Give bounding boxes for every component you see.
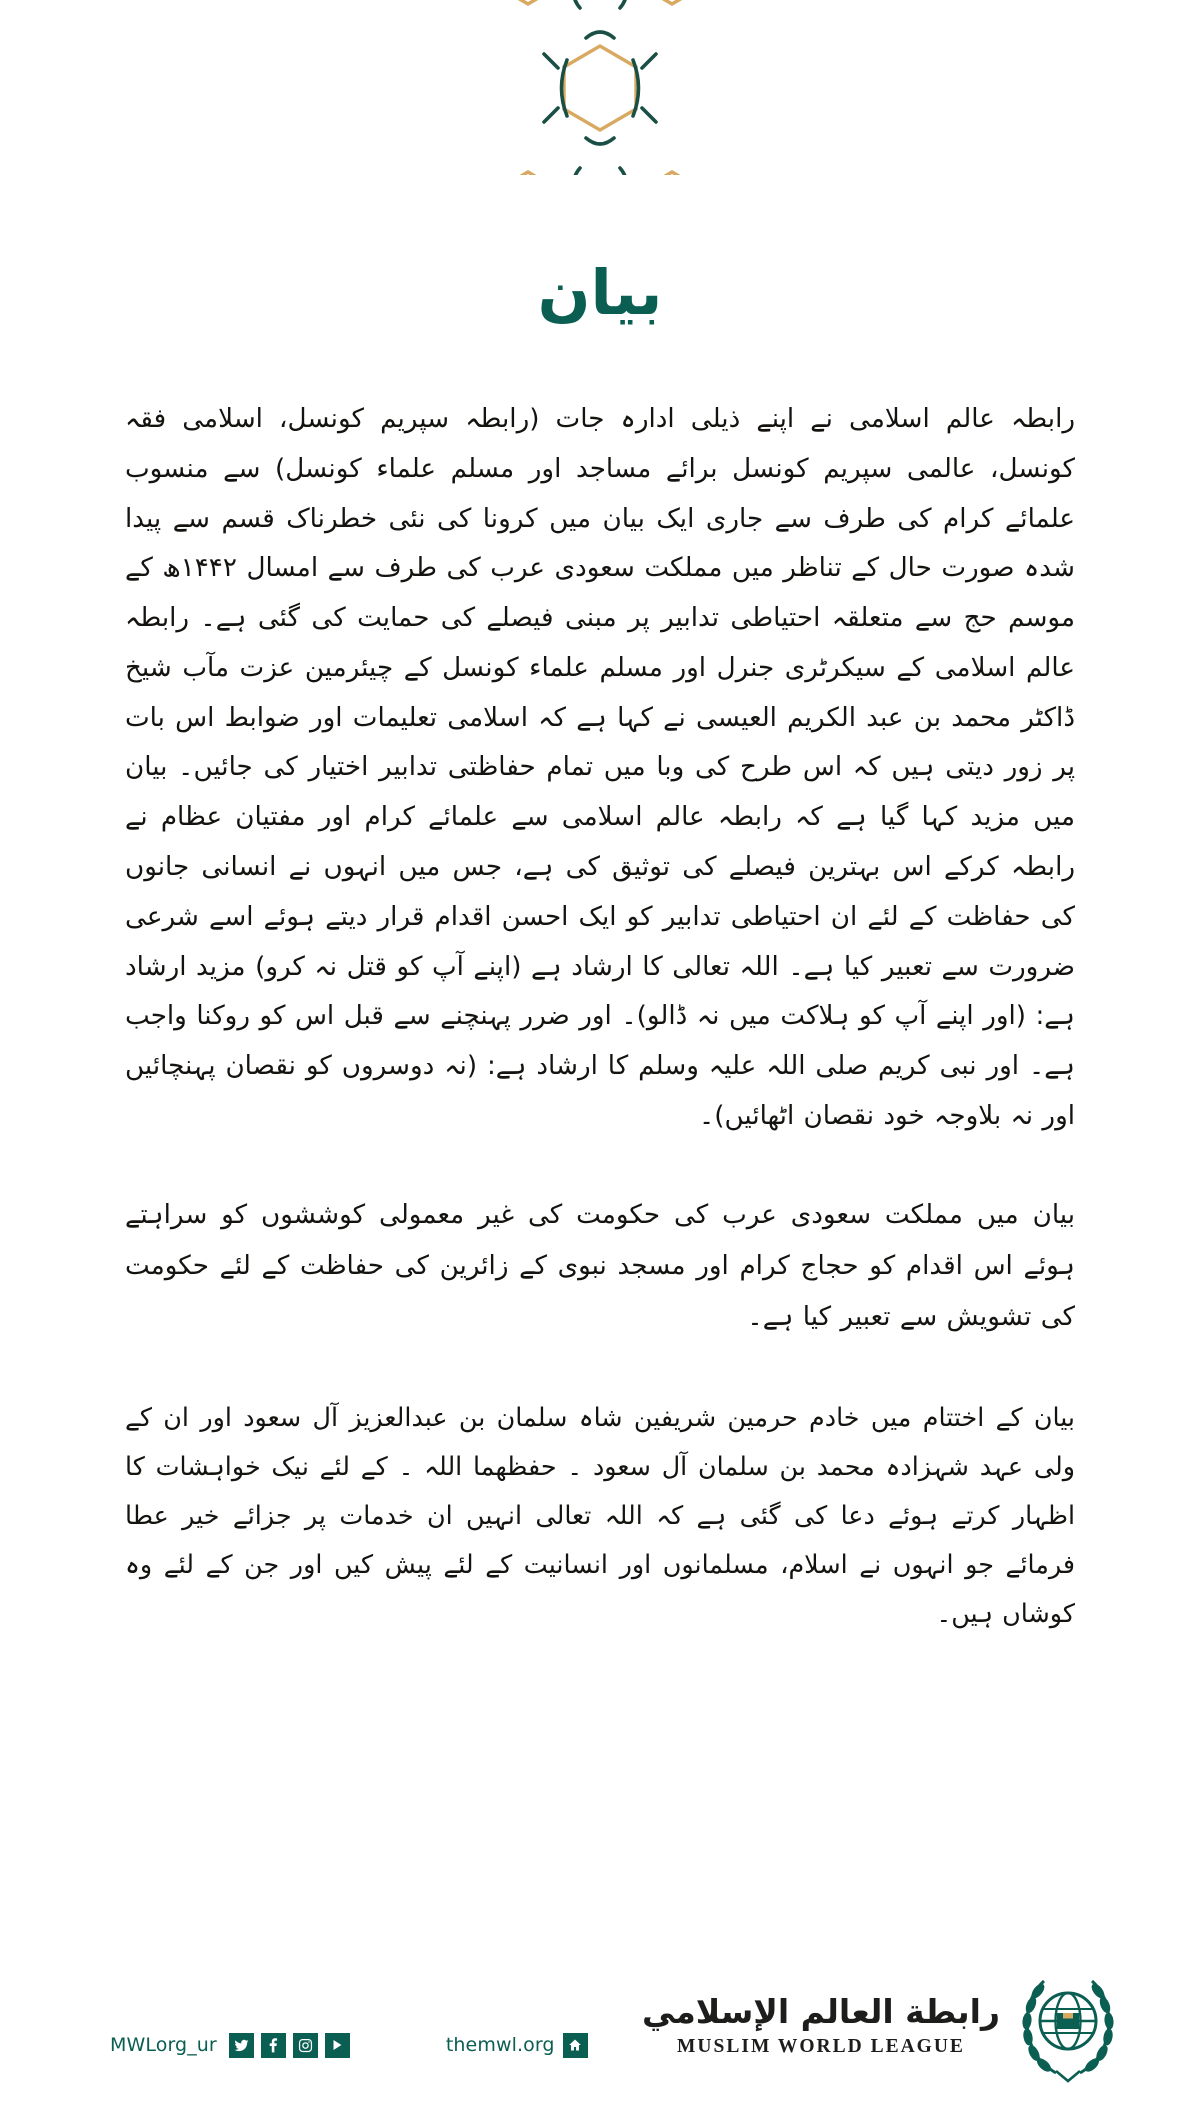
globe-laurel-emblem-glyph [1014, 1965, 1122, 2083]
facebook-icon[interactable] [261, 2033, 286, 2058]
page-title: بیان [537, 256, 663, 329]
twitter-icon[interactable] [229, 2033, 254, 2058]
page-footer [0, 1945, 1200, 2105]
youtube-play-glyph [330, 2038, 344, 2052]
mwl-emblem-icon [1014, 1965, 1122, 2083]
website-url: themwl.org [445, 2034, 555, 2056]
facebook-glyph [266, 2038, 281, 2053]
home-icon[interactable] [563, 2033, 588, 2058]
social-handle: MWLorg_ur [110, 2034, 217, 2056]
youtube-icon[interactable] [325, 2033, 350, 2058]
brand-name-english: MUSLIM WORLD LEAGUE [677, 2036, 965, 2058]
page-title-wrap [0, 256, 1200, 329]
paragraph-2: بیان میں مملکت سعودی عرب کی حکومت کی غیر معمولی کوششوں کو سراہتے ہوئے اس اقدام کو حجاج کرام اور مسجد نبوی کے زائرین کی حفاظت کے لئے حکومت کی تشویش سے تعبیر کیا ہے۔ [125, 1199, 1075, 1332]
statement-body [0, 395, 1200, 1638]
brand-text [642, 1990, 1000, 2059]
paragraph-3: بیان کے اختتام میں خادم حرمین شریفین شاہ سلمان بن عبدالعزیز آل سعود اور ان کے ولی عہد شہزادہ محمد بن سلمان آل سعود ۔ حفظهما اللہ ۔ کے لئے نیک خواہشات کا اظہار کرتے ہوئے دعا کی گئی ہے کہ اللہ تعالی انہیں ان خدمات پر جزائے خیر عطا فرمائے جو انہوں نے اسلام، مسلمانوں اور انسانیت کے لئے پیش کیں اور جن کے لئے وہ کوشاں ہیں۔ [125, 1402, 1075, 1629]
instagram-glyph [298, 2038, 313, 2053]
twitter-glyph [234, 2038, 249, 2053]
website-group [446, 2033, 588, 2058]
header-ornament-band [0, 0, 1200, 175]
mwl-brand-lockup [642, 1965, 1122, 2083]
home-glyph [568, 2038, 582, 2052]
paragraph-1: رابطہ عالم اسلامی نے اپنے ذیلی ادارہ جات (رابطہ سپریم کونسل، اسلامی فقہ کونسل، عالمی سپریم کونسل برائے مساجد اور مسلم علماء کونسل) سے منسوب علمائے کرام کی طرف سے جاری ایک بیان میں کرونا کی نئی خطرناک قسم سے پیدا شدہ صورت حال کے تناظر میں مملکت سعودی عرب کی طرف سے امسال ۱۴۴۲ھ کے موسم حج سے متعلقہ احتیاطی تدابیر پر مبنی فیصلے کی حمایت کی گئی ہے۔ رابطہ عالم اسلامی کے سیکرٹری جنرل اور مسلم علماء کونسل کے چیئرمین عزت مآب شیخ ڈاکٹر محمد بن عبد الکریم العیسی نے کہا ہے کہ اسلامی تعلیمات اور ضوابط اس بات پر زور دیتی ہیں کہ اس طرح کی وبا میں تمام حفاظتی تدابیر اختیار کی جائیں۔ بیان میں مزید کہا گیا ہے کہ رابطہ عالم اسلامی سے علمائے کرام اور مفتیان عظام نے رابطہ کرکے اس بہترین فیصلے کی توثیق کی ہے، جس میں انہوں نے انسانی جانوں کی حفاظت کے لئے ان احتیاطی تدابیر کو ایک احسن اقدام قرار دیتے ہوئے اسے شرعی ضرورت سے تعبیر کیا ہے۔ اللہ تعالی کا ارشاد ہے (اپنے آپ کو قتل نہ کرو) مزید ارشاد ہے: (اور اپنے آپ کو ہلاکت میں نہ ڈالو)۔ اور ضرر پہنچنے سے قبل اس کو روکنا واجب ہے۔ اور نبی کریم صلی اللہ علیہ وسلم کا ارشاد ہے: (نہ دوسروں کو نقصان پہنچائیں اور نہ بلاوجہ خود نقصان اٹھائیں)۔ [125, 404, 1075, 1131]
islamic-geometric-pattern-icon [440, 0, 760, 175]
social-group [110, 2033, 350, 2058]
brand-name-arabic: رابطة العالم الإسلامي [641, 1991, 1000, 2031]
instagram-icon[interactable] [293, 2033, 318, 2058]
